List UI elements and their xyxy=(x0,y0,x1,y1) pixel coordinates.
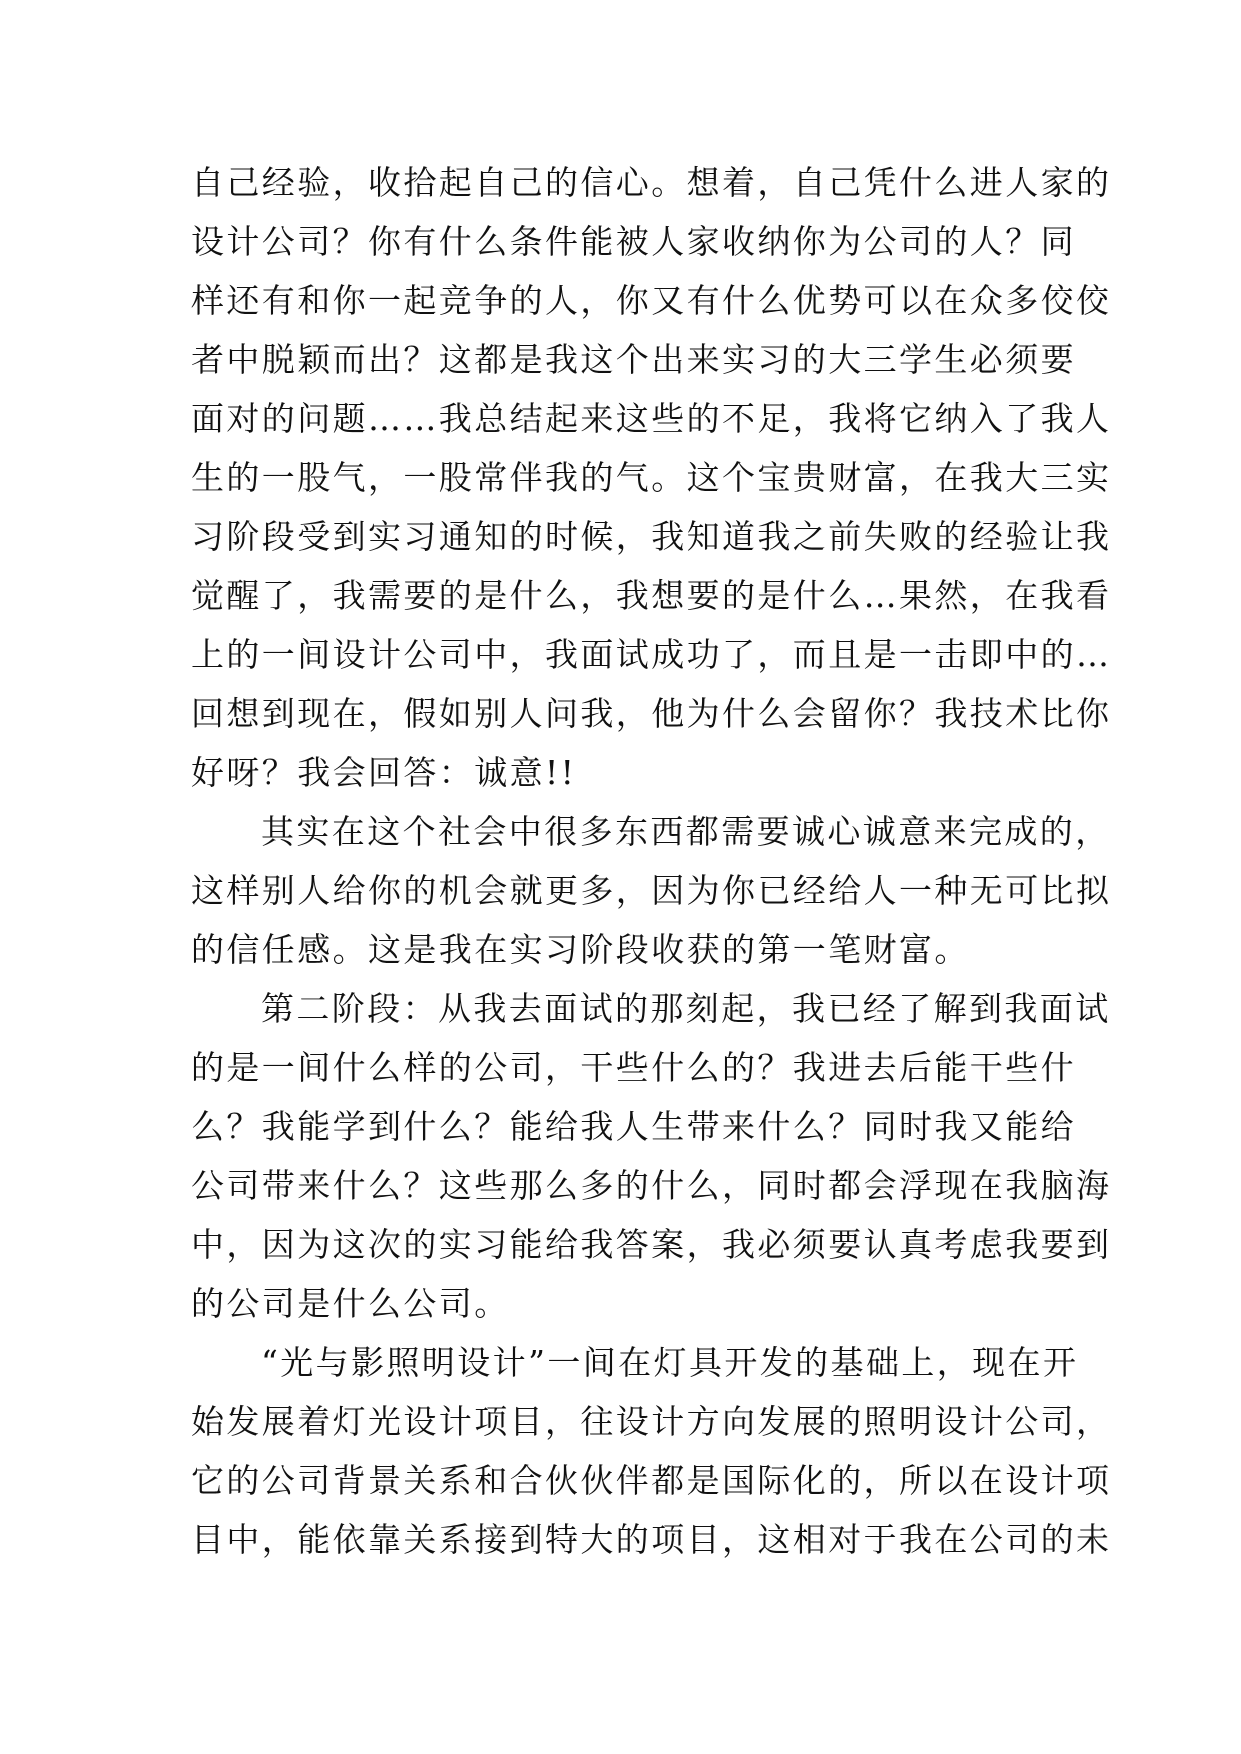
text-line: 的公司是什么公司。 xyxy=(191,1284,510,1323)
text-line: 好呀？我会回答：诚意!! xyxy=(191,753,577,792)
text-line: 上的一间设计公司中，我面试成功了，而且是一击即中的… xyxy=(191,635,1112,674)
text-line: 自己经验，收拾起自己的信心。想着，自己凭什么进人家的 xyxy=(191,163,1112,202)
text-line: 中，因为这次的实习能给我答案，我必须要认真考虑我要到 xyxy=(191,1225,1112,1264)
text-line: 者中脱颖而出？这都是我这个出来实习的大三学生必须要 xyxy=(191,340,1076,379)
text-line: 样还有和你一起竞争的人，你又有什么优势可以在众多佼佼 xyxy=(191,281,1112,320)
text-line: 的是一间什么样的公司，干些什么的？我进去后能干些什 xyxy=(191,1048,1076,1087)
body-text xyxy=(191,153,1112,1569)
paragraph-first-line: “光与影照明设计”一间在灯具开发的基础上，现在开 xyxy=(261,1343,1079,1382)
text-line: 的信任感。这是我在实习阶段收获的第一笔财富。 xyxy=(191,930,970,969)
text-line: 面对的问题……我总结起来这些的不足，我将它纳入了我人 xyxy=(191,399,1112,438)
text-line: 目中，能依靠关系接到特大的项目，这相对于我在公司的未 xyxy=(191,1520,1112,1559)
text-line: 觉醒了，我需要的是什么，我想要的是什么…果然，在我看 xyxy=(191,576,1112,615)
text-line: 它的公司背景关系和合伙伙伴都是国际化的，所以在设计项 xyxy=(191,1461,1112,1500)
text-line: 始发展着灯光设计项目，往设计方向发展的照明设计公司， xyxy=(191,1402,1112,1441)
text-line: 公司带来什么？这些那么多的什么，同时都会浮现在我脑海 xyxy=(191,1166,1112,1205)
text-line: 么？我能学到什么？能给我人生带来什么？同时我又能给 xyxy=(191,1107,1076,1146)
text-line: 这样别人给你的机会就更多，因为你已经给人一种无可比拟 xyxy=(191,871,1112,910)
text-line: 回想到现在，假如别人问我，他为什么会留你？我技术比你 xyxy=(191,694,1112,733)
paragraph-first-line: 其实在这个社会中很多东西都需要诚心诚意来完成的， xyxy=(261,812,1111,851)
text-line: 设计公司？你有什么条件能被人家收纳你为公司的人？同 xyxy=(191,222,1076,261)
paragraph-first-line: 第二阶段：从我去面试的那刻起，我已经了解到我面试 xyxy=(261,989,1111,1028)
text-line: 习阶段受到实习通知的时候，我知道我之前失败的经验让我 xyxy=(191,517,1112,556)
text-line: 生的一股气，一股常伴我的气。这个宝贵财富，在我大三实 xyxy=(191,458,1112,497)
